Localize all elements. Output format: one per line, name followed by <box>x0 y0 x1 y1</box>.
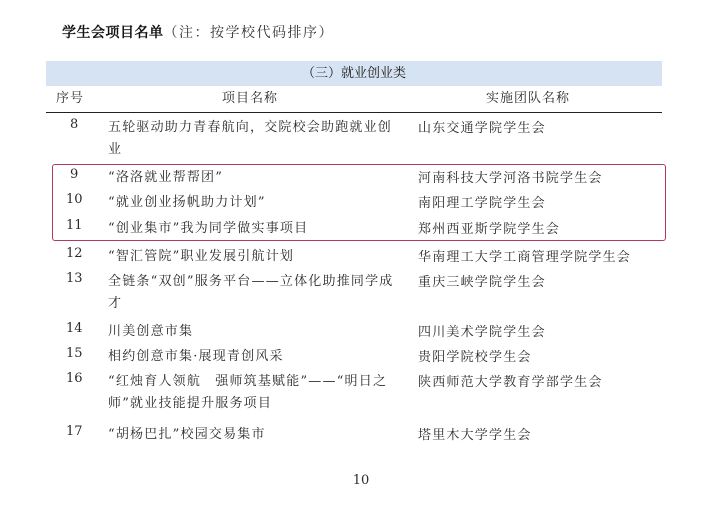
row-project: 五轮驱动助力青春航向，交院校会助跑就业创业 <box>108 120 393 157</box>
row-number: 14 <box>66 321 83 336</box>
row-number: 10 <box>66 192 83 207</box>
row-team: 华南理工大学工商管理学院学生会 <box>418 250 632 265</box>
row-team: 陕西师范大学教育学部学生会 <box>418 375 603 390</box>
row-number: 13 <box>66 271 83 286</box>
row-project: “红烛育人领航 强师筑基赋能”——“明日之师”就业技能提升服务项目 <box>108 374 388 411</box>
row-number: 16 <box>66 371 83 386</box>
row-team: 贵阳学院校学生会 <box>418 350 532 365</box>
row-project: “智汇管院”职业发展引航计划 <box>108 249 295 264</box>
row-team: 南阳理工学院学生会 <box>418 196 546 211</box>
row-team: 河南科技大学河洛书院学生会 <box>418 171 603 186</box>
row-number: 11 <box>66 218 83 233</box>
row-number: 8 <box>70 117 79 132</box>
category-header: （三）就业创业类 <box>46 61 662 86</box>
title-main: 学生会项目名单 <box>62 25 164 41</box>
table-header <box>46 86 662 113</box>
row-number: 12 <box>66 246 83 261</box>
page-title <box>62 22 334 42</box>
header-team: 实施团队名称 <box>486 91 571 106</box>
row-project: 相约创意市集·展现青创风采 <box>108 349 284 364</box>
row-number: 17 <box>66 424 83 439</box>
header-project: 项目名称 <box>222 91 279 106</box>
row-project: “就业创业扬帆助力计划” <box>108 195 266 210</box>
header-num: 序号 <box>56 91 85 106</box>
row-project: “胡杨巴扎”校园交易集市 <box>108 427 266 442</box>
row-team: 郑州西亚斯学院学生会 <box>418 222 561 237</box>
title-note: （注：按学校代码排序） <box>163 25 334 41</box>
row-number: 15 <box>66 346 83 361</box>
row-team: 四川美术学院学生会 <box>418 325 546 340</box>
row-project: 全链条“双创”服务平台——立体化助推同学成才 <box>108 274 394 311</box>
row-team: 塔里木大学学生会 <box>418 428 532 443</box>
page-number: 10 <box>352 473 370 488</box>
row-project: “创业集市”我为同学做实事项目 <box>108 221 309 236</box>
row-number: 9 <box>70 167 79 182</box>
row-project: 川美创意市集 <box>108 324 194 339</box>
row-project: “洛洛就业帮帮团” <box>108 170 224 185</box>
row-team: 重庆三峡学院学生会 <box>418 275 546 290</box>
row-team: 山东交通学院学生会 <box>418 121 546 136</box>
